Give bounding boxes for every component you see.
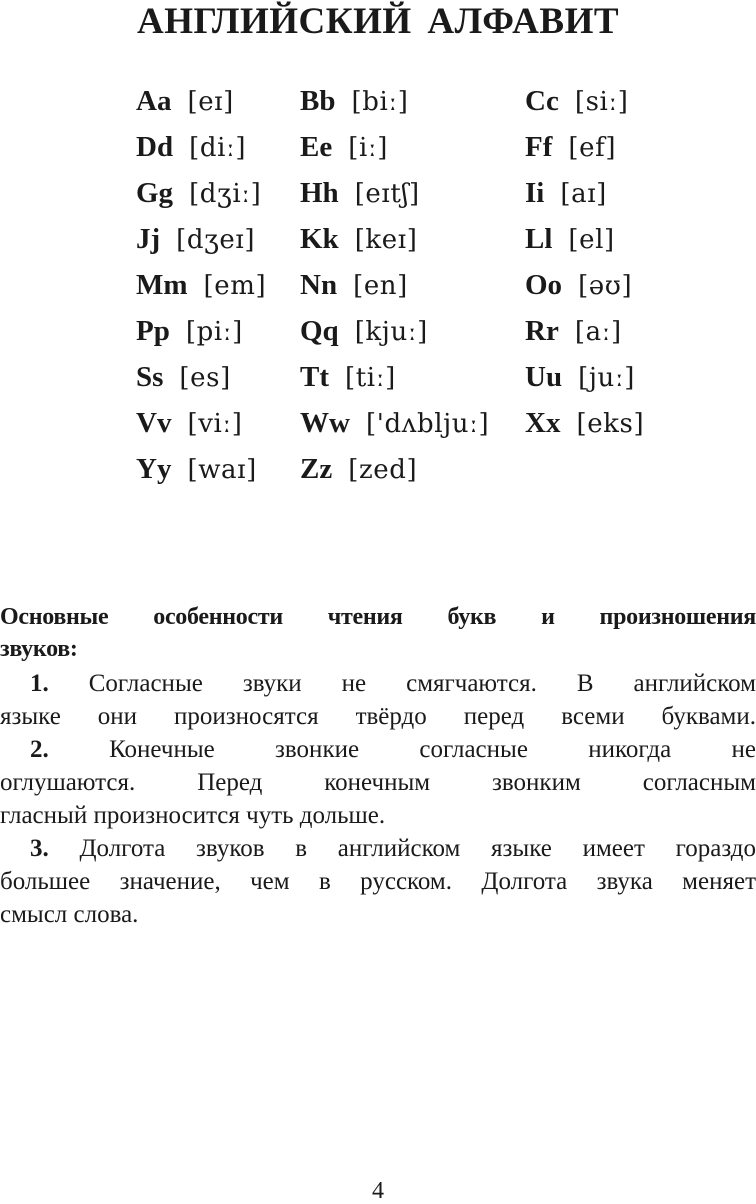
letter: Ss [136, 361, 164, 393]
letter: Yy [136, 453, 172, 485]
alphabet-entry [525, 360, 635, 395]
rule-number: 1. [30, 670, 49, 697]
letter: Dd [136, 131, 174, 163]
alphabet-entry [136, 360, 231, 395]
letter: Bb [300, 85, 336, 117]
letter: Jj [136, 223, 161, 255]
letter: Ll [525, 223, 553, 255]
alphabet-entry [300, 176, 420, 211]
letter: Kk [300, 223, 339, 255]
page-title: АНГЛИЙСКИЙ АЛФАВИТ [136, 1, 620, 42]
letter: Cc [525, 85, 559, 117]
transcription: [eɪ] [187, 87, 234, 117]
alphabet-entry [300, 222, 417, 257]
transcription: [əʊ] [578, 271, 633, 301]
letter: Ww [300, 407, 350, 439]
rule-1-line-1 [0, 669, 756, 699]
alphabet-entry [300, 268, 408, 303]
letter: Uu [525, 361, 563, 393]
alphabet-entry [525, 130, 616, 165]
transcription: [waɪ] [187, 455, 257, 485]
rule-text: Согласные звуки не смягчаются. В английском [88, 670, 756, 697]
transcription: [keɪ] [354, 225, 418, 255]
alphabet-entry [136, 314, 243, 349]
alphabet-entry [136, 84, 234, 119]
letter: Tt [300, 361, 329, 393]
alphabet-entry [300, 452, 417, 487]
alphabet-entry [525, 268, 632, 303]
transcription: [dʒeɪ] [176, 225, 256, 255]
transcription: [biː] [351, 87, 409, 117]
rule-3-line-3: смысл слова. [0, 901, 139, 928]
letter: Ii [525, 177, 545, 209]
alphabet-entry [300, 360, 396, 395]
transcription: [diː] [189, 133, 247, 163]
alphabet-entry [136, 130, 246, 165]
transcription: ['dʌbljuː] [365, 409, 490, 439]
transcription: [eks] [576, 409, 645, 439]
transcription: [en] [353, 271, 408, 301]
transcription: [em] [203, 271, 267, 301]
alphabet-entry [525, 314, 622, 349]
alphabet-entry [136, 452, 257, 487]
transcription: [tiː] [345, 363, 396, 393]
transcription: [aː] [574, 317, 622, 347]
section-heading: Основные особенности чтения букв и произношения [0, 604, 756, 630]
alphabet-entry [300, 130, 388, 165]
alphabet-entry [300, 84, 409, 119]
alphabet-entry [525, 176, 607, 211]
letter: Oo [525, 269, 563, 301]
rule-2-line-2: оглушаются. Перед конечным звонким согласным [0, 769, 756, 796]
rule-text: Долгота звуков в английском языке имеет гораздо [79, 835, 756, 862]
transcription: [dʒiː] [189, 179, 262, 209]
alphabet-entry [300, 314, 428, 349]
transcription: [eɪtʃ] [354, 179, 420, 209]
transcription: [aɪ] [560, 179, 607, 209]
alphabet-entry [525, 222, 615, 257]
letter: Mm [136, 269, 188, 301]
alphabet-entry [136, 176, 261, 211]
letter: Zz [300, 453, 333, 485]
letter: Qq [300, 315, 339, 347]
transcription: [zed] [348, 455, 418, 485]
letter: Hh [300, 177, 339, 209]
letter: Gg [136, 177, 174, 209]
transcription: [kjuː] [354, 317, 428, 347]
letter: Ff [525, 131, 553, 163]
alphabet-entry [300, 406, 489, 441]
letter: Rr [525, 315, 559, 347]
letter: Nn [300, 269, 338, 301]
letter: Pp [136, 315, 170, 347]
page-number: 4 [372, 1178, 384, 1204]
alphabet-table [0, 84, 756, 504]
transcription: [piː] [185, 317, 243, 347]
transcription: [el] [568, 225, 615, 255]
rule-1-line-2: языке они произносятся твёрдо перед всеми буквами. [0, 703, 756, 730]
alphabet-entry [525, 84, 629, 119]
transcription: [viː] [187, 409, 243, 439]
alphabet-entry [136, 406, 243, 441]
letter: Vv [136, 407, 172, 439]
transcription: [siː] [574, 87, 629, 117]
rule-number: 2. [30, 736, 49, 763]
transcription: [iː] [348, 133, 388, 163]
letter: Ee [300, 131, 333, 163]
rule-2-line-1 [0, 735, 756, 765]
transcription: [ef] [568, 133, 617, 163]
rule-3-line-1 [0, 834, 756, 864]
rule-3-line-2: большее значение, чем в русском. Долгота звука меняет [0, 868, 756, 895]
letter: Aa [136, 85, 172, 117]
letter: Xx [525, 407, 561, 439]
alphabet-entry [525, 406, 644, 441]
rule-text: Конечные звонкие согласные никогда не [109, 736, 756, 763]
transcription: [juː] [578, 363, 635, 393]
rule-number: 3. [30, 835, 49, 862]
alphabet-entry [136, 268, 266, 303]
section-heading-continued: звуков: [0, 636, 78, 662]
alphabet-entry [136, 222, 255, 257]
rule-2-line-3: гласный произносится чуть дольше. [0, 802, 386, 829]
transcription: [es] [179, 363, 231, 393]
